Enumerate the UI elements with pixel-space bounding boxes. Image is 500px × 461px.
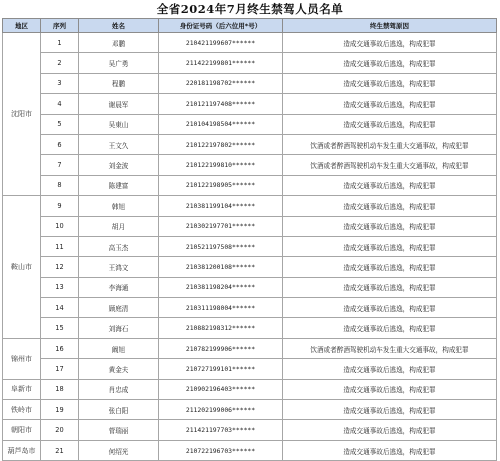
name-cell: 何绍光 xyxy=(79,440,159,460)
sequence-cell: 5 xyxy=(41,114,79,134)
id-number-cell: 210421199607****** xyxy=(159,33,283,53)
column-header-sequence: 序列 xyxy=(41,19,79,33)
reason-cell: 造成交通事故后逃逸，构成犯罪 xyxy=(283,53,497,73)
sequence-cell: 1 xyxy=(41,33,79,53)
id-number-cell: 210302197701****** xyxy=(159,216,283,236)
name-cell: 刘海石 xyxy=(79,318,159,338)
id-number-cell: 210722196703****** xyxy=(159,440,283,460)
table-row xyxy=(3,298,497,318)
name-cell: 吴東山 xyxy=(79,114,159,134)
reason-cell: 造成交通事故后逃逸，构成犯罪 xyxy=(283,175,497,195)
district-cell: 沈阳市 xyxy=(3,33,41,196)
name-cell: 黄金夫 xyxy=(79,359,159,379)
table-row xyxy=(3,73,497,93)
id-number-cell: 210381200108****** xyxy=(159,257,283,277)
column-header-name: 姓名 xyxy=(79,19,159,33)
district-cell: 阜新市 xyxy=(3,379,41,399)
sequence-cell: 12 xyxy=(41,257,79,277)
id-number-cell: 211202199006****** xyxy=(159,400,283,420)
table-row xyxy=(3,338,497,358)
id-number-cell: 210381198204****** xyxy=(159,277,283,297)
table-row xyxy=(3,134,497,154)
name-cell: 邓鹏 xyxy=(79,33,159,53)
table-row xyxy=(3,196,497,216)
reason-cell: 造成交通事故后逃逸，构成犯罪 xyxy=(283,420,497,440)
table-row xyxy=(3,53,497,73)
table-row xyxy=(3,277,497,297)
id-number-cell: 210882198312****** xyxy=(159,318,283,338)
sequence-cell: 10 xyxy=(41,216,79,236)
table-row xyxy=(3,400,497,420)
reason-cell: 造成交通事故后逃逸，构成犯罪 xyxy=(283,318,497,338)
name-cell: 张白阳 xyxy=(79,400,159,420)
district-cell: 锦州市 xyxy=(3,338,41,379)
id-number-cell: 210782199906****** xyxy=(159,338,283,358)
column-header-district: 地区 xyxy=(3,19,41,33)
id-number-cell: 210727199101****** xyxy=(159,359,283,379)
table-body xyxy=(3,33,497,461)
table-row xyxy=(3,175,497,195)
id-number-cell: 210104198504****** xyxy=(159,114,283,134)
table-row xyxy=(3,420,497,440)
id-number-cell: 210381199104****** xyxy=(159,196,283,216)
sequence-cell: 19 xyxy=(41,400,79,420)
sequence-cell: 21 xyxy=(41,440,79,460)
table-row xyxy=(3,216,497,236)
column-header-id-number: 身份证号码（后六位用*号） xyxy=(159,19,283,33)
table-header-row xyxy=(3,19,497,33)
reason-cell: 饮酒或者醉酒驾驶机动车发生重大交通事故，构成犯罪 xyxy=(283,338,497,358)
name-cell: 吴广勇 xyxy=(79,53,159,73)
reason-cell: 造成交通事故后逃逸，构成犯罪 xyxy=(283,440,497,460)
id-number-cell: 211422199801****** xyxy=(159,53,283,73)
name-cell: 高玉杰 xyxy=(79,236,159,256)
name-cell: 菅瑞丽 xyxy=(79,420,159,440)
sequence-cell: 7 xyxy=(41,155,79,175)
sequence-cell: 20 xyxy=(41,420,79,440)
sequence-cell: 16 xyxy=(41,338,79,358)
reason-cell: 饮酒或者醉酒驾驶机动车发生重大交通事故，构成犯罪 xyxy=(283,155,497,175)
sequence-cell: 15 xyxy=(41,318,79,338)
table-row xyxy=(3,33,497,53)
name-cell: 陈建富 xyxy=(79,175,159,195)
table-row xyxy=(3,94,497,114)
id-number-cell: 210122197802****** xyxy=(159,134,283,154)
table-row xyxy=(3,440,497,460)
name-cell: 王鸿文 xyxy=(79,257,159,277)
sequence-cell: 14 xyxy=(41,298,79,318)
sequence-cell: 18 xyxy=(41,379,79,399)
name-cell: 王文久 xyxy=(79,134,159,154)
name-cell: 肖忠成 xyxy=(79,379,159,399)
reason-cell: 造成交通事故后逃逸，构成犯罪 xyxy=(283,359,497,379)
name-cell: 阚旭 xyxy=(79,338,159,358)
sequence-cell: 4 xyxy=(41,94,79,114)
id-number-cell: 210122198905****** xyxy=(159,175,283,195)
table-row xyxy=(3,359,497,379)
banned-drivers-table xyxy=(2,18,497,461)
id-number-cell: 210122199810****** xyxy=(159,155,283,175)
sequence-cell: 6 xyxy=(41,134,79,154)
id-number-cell: 210121197408****** xyxy=(159,94,283,114)
reason-cell: 造成交通事故后逃逸，构成犯罪 xyxy=(283,94,497,114)
reason-cell: 造成交通事故后逃逸，构成犯罪 xyxy=(283,114,497,134)
column-header-reason: 终生禁驾原因 xyxy=(283,19,497,33)
reason-cell: 饮酒或者醉酒驾驶机动车发生重大交通事故，构成犯罪 xyxy=(283,134,497,154)
document-title: 全省2024年7月终生禁驾人员名单 xyxy=(156,2,344,16)
sequence-cell: 11 xyxy=(41,236,79,256)
name-cell: 程鹏 xyxy=(79,73,159,93)
table-row xyxy=(3,318,497,338)
sequence-cell: 13 xyxy=(41,277,79,297)
reason-cell: 造成交通事故后逃逸，构成犯罪 xyxy=(283,196,497,216)
reason-cell: 造成交通事故后逃逸，构成犯罪 xyxy=(283,298,497,318)
district-cell: 鞍山市 xyxy=(3,196,41,339)
reason-cell: 造成交通事故后逃逸，构成犯罪 xyxy=(283,400,497,420)
reason-cell: 造成交通事故后逃逸，构成犯罪 xyxy=(283,236,497,256)
reason-cell: 造成交通事故后逃逸，构成犯罪 xyxy=(283,277,497,297)
district-cell: 铁岭市 xyxy=(3,400,41,420)
name-cell: 谢晨军 xyxy=(79,94,159,114)
reason-cell: 造成交通事故后逃逸，构成犯罪 xyxy=(283,216,497,236)
reason-cell: 造成交通事故后逃逸，构成犯罪 xyxy=(283,379,497,399)
district-cell: 葫芦岛市 xyxy=(3,440,41,460)
sequence-cell: 8 xyxy=(41,175,79,195)
table-row xyxy=(3,257,497,277)
sequence-cell: 17 xyxy=(41,359,79,379)
name-cell: 顾庭清 xyxy=(79,298,159,318)
table-row xyxy=(3,236,497,256)
sequence-cell: 3 xyxy=(41,73,79,93)
id-number-cell: 211421197703****** xyxy=(159,420,283,440)
name-cell: 韩旭 xyxy=(79,196,159,216)
id-number-cell: 210311198004****** xyxy=(159,298,283,318)
reason-cell: 造成交通事故后逃逸，构成犯罪 xyxy=(283,73,497,93)
table-row xyxy=(3,155,497,175)
sequence-cell: 2 xyxy=(41,53,79,73)
id-number-cell: 210902196403****** xyxy=(159,379,283,399)
table-row xyxy=(3,114,497,134)
district-cell: 朝阳市 xyxy=(3,420,41,440)
table-row xyxy=(3,379,497,399)
name-cell: 胡月 xyxy=(79,216,159,236)
id-number-cell: 220181198702****** xyxy=(159,73,283,93)
reason-cell: 造成交通事故后逃逸，构成犯罪 xyxy=(283,257,497,277)
reason-cell: 造成交通事故后逃逸，构成犯罪 xyxy=(283,33,497,53)
name-cell: 刘金波 xyxy=(79,155,159,175)
name-cell: 李海通 xyxy=(79,277,159,297)
sequence-cell: 9 xyxy=(41,196,79,216)
id-number-cell: 210521197508****** xyxy=(159,236,283,256)
